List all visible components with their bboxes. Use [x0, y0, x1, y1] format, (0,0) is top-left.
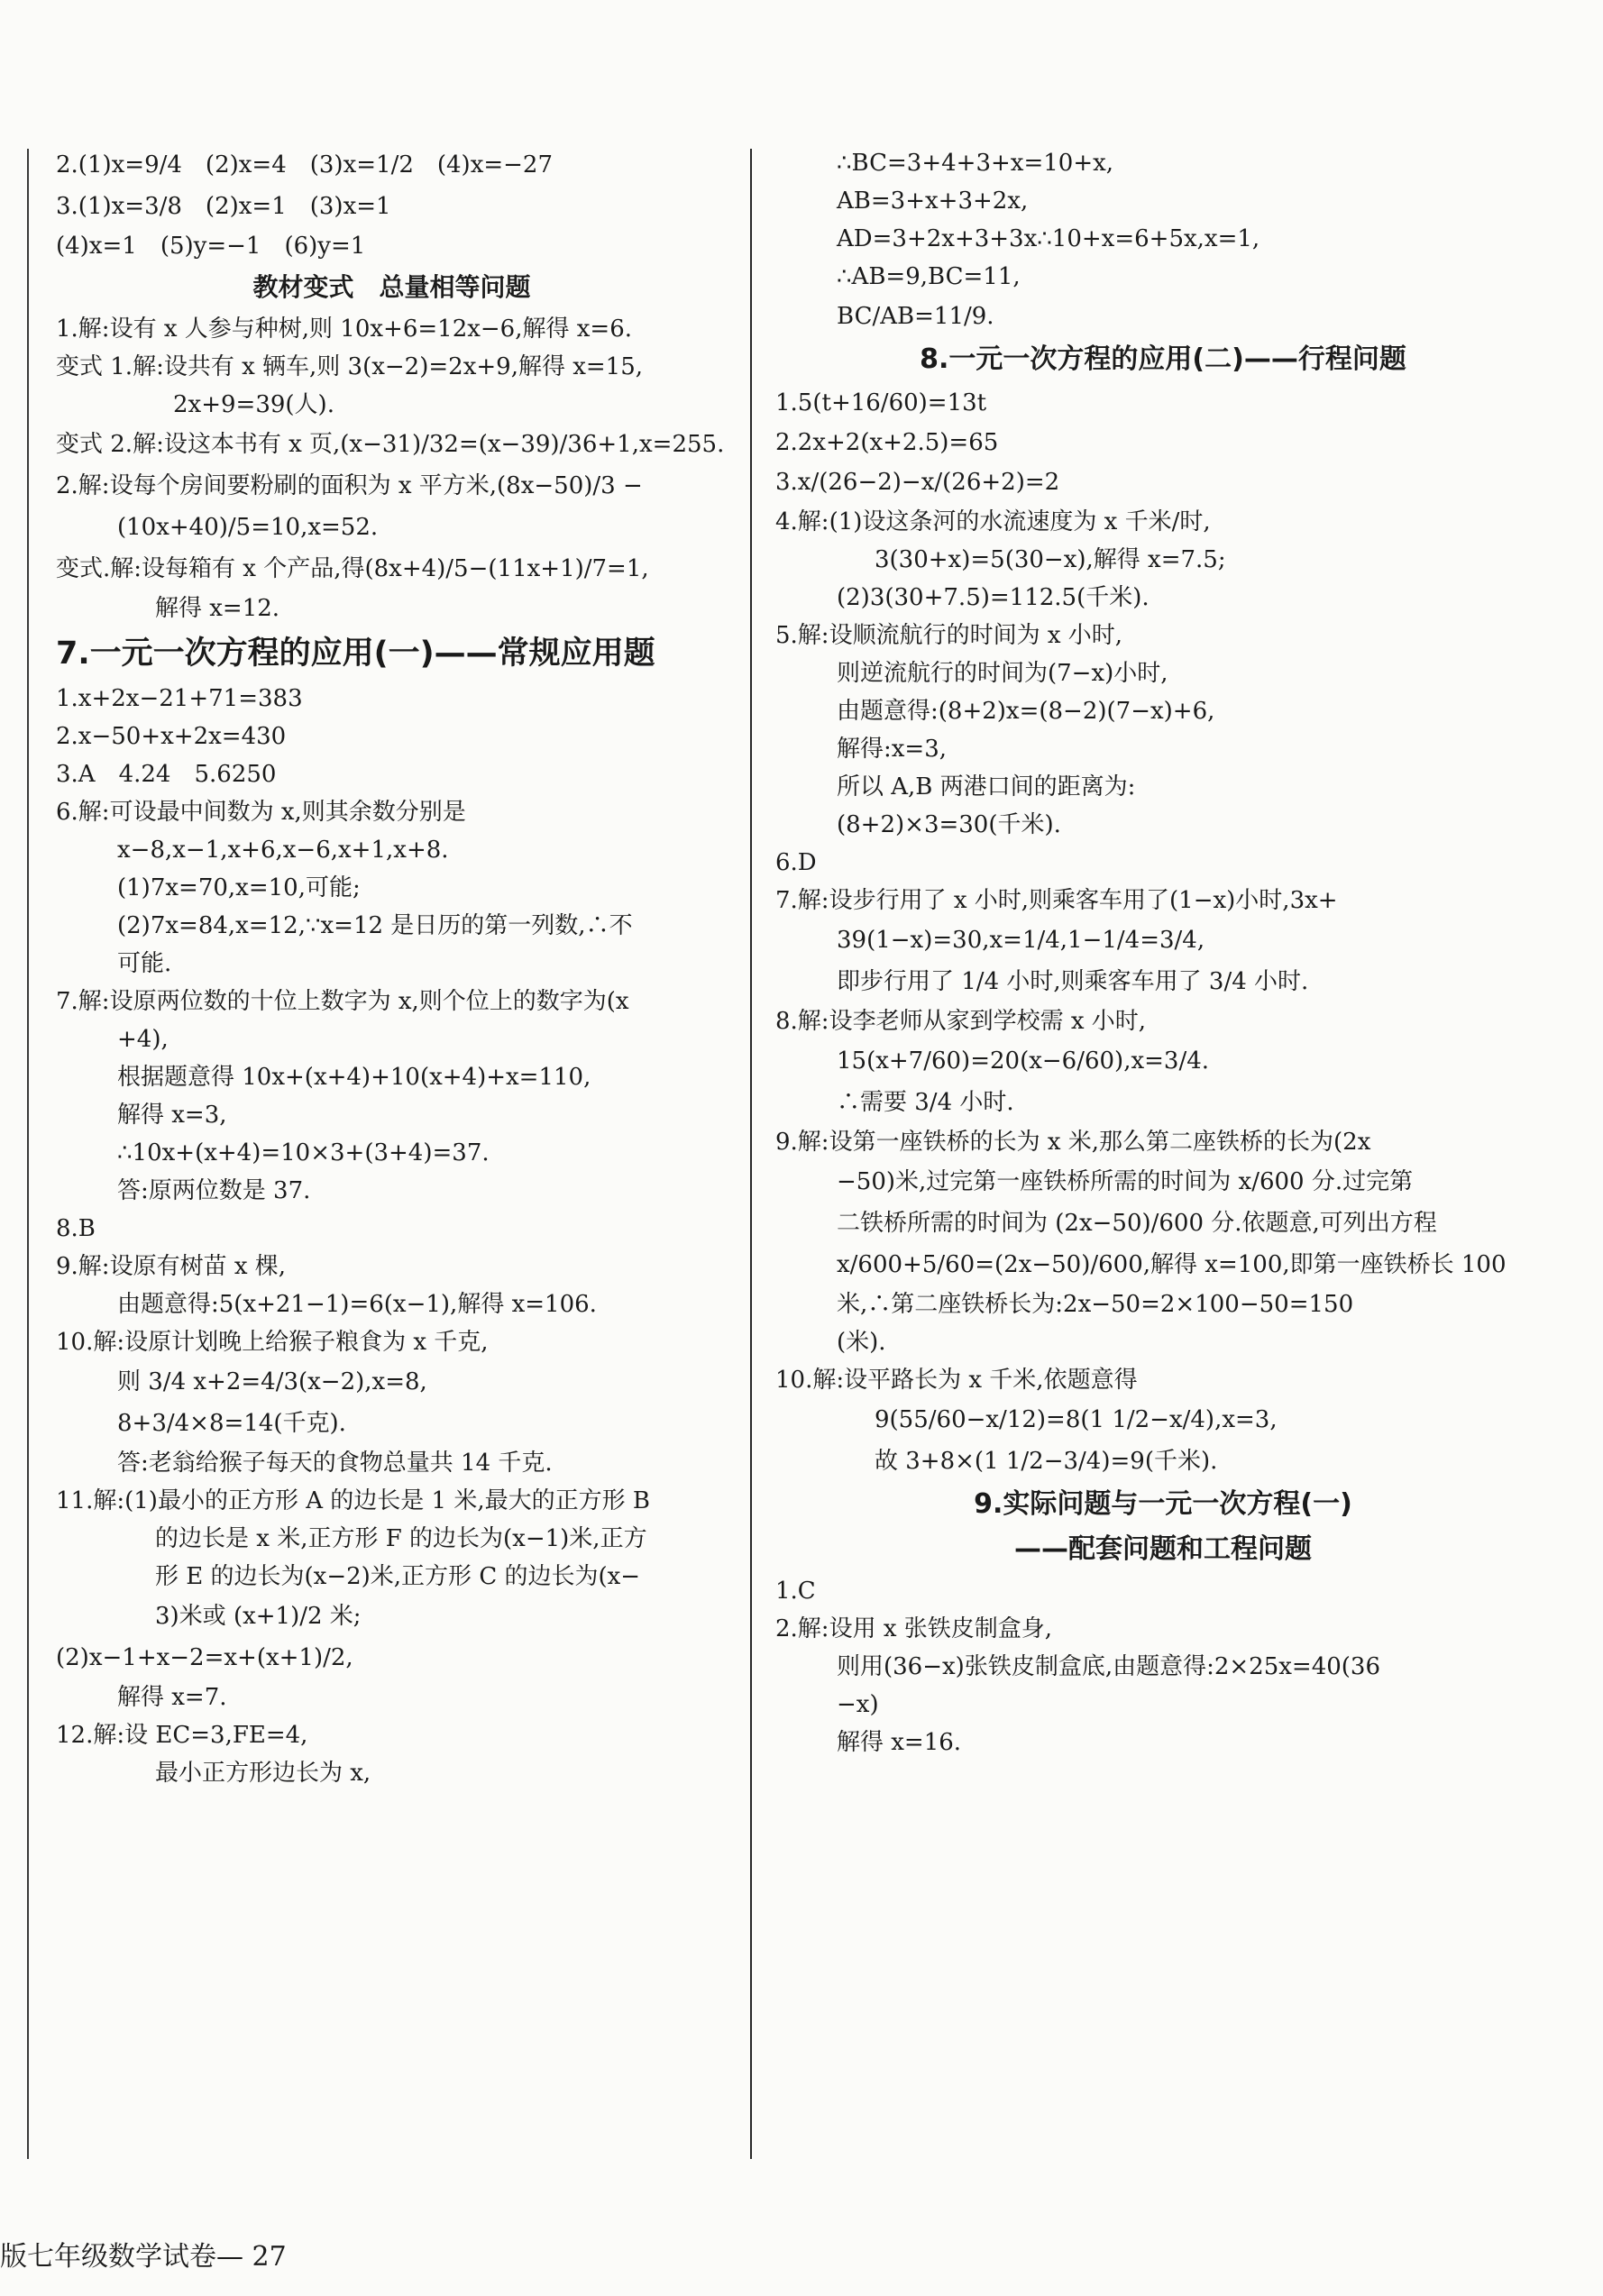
- right-line: 解得 x=16.: [837, 1729, 962, 1756]
- right-line: 由题意得:(8+2)x=(8−2)(7−x)+6,: [837, 698, 1215, 725]
- left-line: 1.解:设有 x 人参与种树,则 10x+6=12x−6,解得 x=6.: [56, 316, 633, 343]
- right-line: x/600+5/60=(2x−50)/600,解得 x=100,即第一座铁桥长 100: [837, 1251, 1507, 1278]
- right-line: AD=3+2x+3+3x∴10+x=6+5x,x=1,: [837, 225, 1260, 252]
- left-line: 10.解:设原计划晚上给猴子粮食为 x 千克,: [56, 1329, 489, 1356]
- right-heading: 9.实际问题与一元一次方程(一): [974, 1488, 1352, 1520]
- left-heading: 教材变式 总量相等问题: [252, 272, 531, 302]
- right-line: 8.解:设李老师从家到学校需 x 小时,: [775, 1008, 1147, 1035]
- left-line: 的边长是 x 米,正方形 F 的边长为(x−1)米,正方: [155, 1525, 647, 1552]
- left-column: [56, 144, 728, 1792]
- right-line: 所以 A,B 两港口间的距离为:: [837, 773, 1136, 800]
- right-line: 1.C: [775, 1578, 816, 1605]
- left-line: 变式.解:设每箱有 x 个产品,得(8x+4)/5−(11x+1)/7=1,: [56, 555, 649, 582]
- left-line: 2.(1)x=9/4 (2)x=4 (3)x=1/2 (4)x=−27: [56, 151, 554, 178]
- left-line: 解得 x=7.: [117, 1684, 227, 1711]
- left-line: 7.解:设原两位数的十位上数字为 x,则个位上的数字为(x: [56, 988, 629, 1015]
- left-line: 答:原两位数是 37.: [117, 1177, 311, 1204]
- left-line: 6.解:可设最中间数为 x,则其余数分别是: [56, 799, 466, 826]
- right-line: ∴BC=3+4+3+x=10+x,: [837, 150, 1114, 177]
- left-line: 11.解:(1)最小的正方形 A 的边长是 1 米,最大的正方形 B: [56, 1487, 650, 1514]
- right-line: (2)3(30+7.5)=112.5(千米).: [837, 584, 1150, 611]
- left-line: (1)7x=70,x=10,可能;: [117, 874, 361, 901]
- right-line: 4.解:(1)设这条河的水流速度为 x 千米/时,: [775, 508, 1211, 535]
- right-line: 7.解:设步行用了 x 小时,则乘客车用了(1−x)小时,3x+: [775, 887, 1338, 914]
- left-line: 答:老翁给猴子每天的食物总量共 14 千克.: [117, 1450, 553, 1477]
- left-line: 由题意得:5(x+21−1)=6(x−1),解得 x=106.: [117, 1291, 597, 1318]
- left-line: +4),: [117, 1026, 169, 1053]
- left-line: 解得 x=12.: [155, 595, 280, 622]
- right-line: 15(x+7/60)=20(x−6/60),x=3/4.: [837, 1047, 1210, 1075]
- right-line: 3.x/(26−2)−x/(26+2)=2: [775, 469, 1060, 496]
- right-line: 10.解:设平路长为 x 千米,依题意得: [775, 1367, 1138, 1394]
- right-line: 9.解:设第一座铁桥的长为 x 米,那么第二座铁桥的长为(2x: [775, 1129, 1371, 1156]
- right-line: 解得:x=3,: [837, 736, 948, 763]
- left-line: 8.B: [56, 1215, 96, 1242]
- left-line: 可能.: [117, 950, 172, 977]
- left-line: 形 E 的边长为(x−2)米,正方形 C 的边长为(x−: [155, 1563, 641, 1590]
- left-line: 1.x+2x−21+71=383: [56, 685, 303, 712]
- left-line: (2)7x=84,x=12,∵x=12 是日历的第一列数,∴不: [117, 912, 633, 939]
- right-line: −50)米,过完第一座铁桥所需的时间为 x/600 分.过完第: [837, 1168, 1414, 1195]
- right-line: 2.解:设用 x 张铁皮制盒身,: [775, 1615, 1053, 1642]
- right-line: (8+2)×3=30(千米).: [837, 811, 1061, 838]
- left-heading: 7.一元一次方程的应用(一)——常规应用题: [56, 636, 655, 672]
- right-line: BC/AB=11/9.: [837, 303, 994, 330]
- left-line: (2)x−1+x−2=x+(x+1)/2,: [56, 1644, 353, 1671]
- margin-rule: [27, 149, 29, 2159]
- left-line: 变式 2.解:设这本书有 x 页,(x−31)/32=(x−39)/36+1,x=255.: [56, 431, 725, 458]
- right-line: 米,∴第二座铁桥长为:2x−50=2×100−50=150: [837, 1291, 1354, 1318]
- right-line: 则用(36−x)张铁皮制盒底,由题意得:2×25x=40(36: [837, 1653, 1381, 1680]
- column-divider: [750, 149, 752, 2159]
- left-line: 2.x−50+x+2x=430: [56, 723, 287, 750]
- right-line: AB=3+x+3+2x,: [837, 188, 1029, 215]
- left-line: 9.解:设原有树苗 x 棵,: [56, 1253, 287, 1280]
- right-line: −x): [837, 1691, 879, 1718]
- right-line: 2.2x+2(x+2.5)=65: [775, 429, 999, 456]
- right-line: 1.5(t+16/60)=13t: [775, 389, 987, 416]
- left-line: 最小正方形边长为 x,: [155, 1760, 371, 1787]
- left-line: 12.解:设 EC=3,FE=4,: [56, 1722, 308, 1749]
- left-line: 3.(1)x=3/8 (2)x=1 (3)x=1: [56, 193, 391, 220]
- left-line: (4)x=1 (5)y=−1 (6)y=1: [56, 233, 366, 260]
- right-line: 39(1−x)=30,x=1/4,1−1/4=3/4,: [837, 927, 1205, 954]
- left-line: x−8,x−1,x+6,x−6,x+1,x+8.: [117, 837, 449, 864]
- right-line: 3(30+x)=5(30−x),解得 x=7.5;: [875, 546, 1226, 573]
- page-footer: 版七年级数学试卷— 27: [0, 2241, 287, 2273]
- right-line: 即步行用了 1/4 小时,则乘客车用了 3/4 小时.: [837, 968, 1309, 995]
- right-line: 9(55/60−x/12)=8(1 1/2−x/4),x=3,: [875, 1406, 1278, 1433]
- left-line: ∴10x+(x+4)=10×3+(3+4)=37.: [117, 1139, 490, 1166]
- right-line: 则逆流航行的时间为(7−x)小时,: [837, 660, 1168, 687]
- right-line: (米).: [837, 1329, 886, 1356]
- left-line: 根据题意得 10x+(x+4)+10(x+4)+x=110,: [117, 1064, 591, 1091]
- left-line: 3.A 4.24 5.6250: [56, 761, 277, 788]
- left-line: 解得 x=3,: [117, 1102, 227, 1129]
- right-line: ∴AB=9,BC=11,: [837, 263, 1021, 290]
- right-line: 故 3+8×(1 1/2−3/4)=9(千米).: [875, 1448, 1218, 1475]
- left-line: (10x+40)/5=10,x=52.: [117, 514, 379, 541]
- left-line: 则 3/4 x+2=4/3(x−2),x=8,: [117, 1368, 427, 1395]
- right-line: ∴需要 3/4 小时.: [837, 1089, 1014, 1116]
- left-line: 8+3/4×8=14(千克).: [117, 1410, 346, 1437]
- left-line: 3)米或 (x+1)/2 米;: [155, 1603, 362, 1630]
- left-line: 变式 1.解:设共有 x 辆车,则 3(x−2)=2x+9,解得 x=15,: [56, 353, 644, 380]
- right-column: [775, 144, 1551, 1761]
- left-line: 2x+9=39(人).: [173, 391, 334, 418]
- right-line: 5.解:设顺流航行的时间为 x 小时,: [775, 622, 1123, 649]
- left-line: 2.解:设每个房间要粉刷的面积为 x 平方米,(8x−50)/3 −: [56, 472, 643, 499]
- right-heading: ——配套问题和工程问题: [1014, 1533, 1312, 1565]
- right-heading: 8.一元一次方程的应用(二)——行程问题: [920, 343, 1406, 375]
- right-line: 6.D: [775, 849, 817, 876]
- right-line: 二铁桥所需的时间为 (2x−50)/600 分.依题意,可列出方程: [837, 1210, 1437, 1237]
